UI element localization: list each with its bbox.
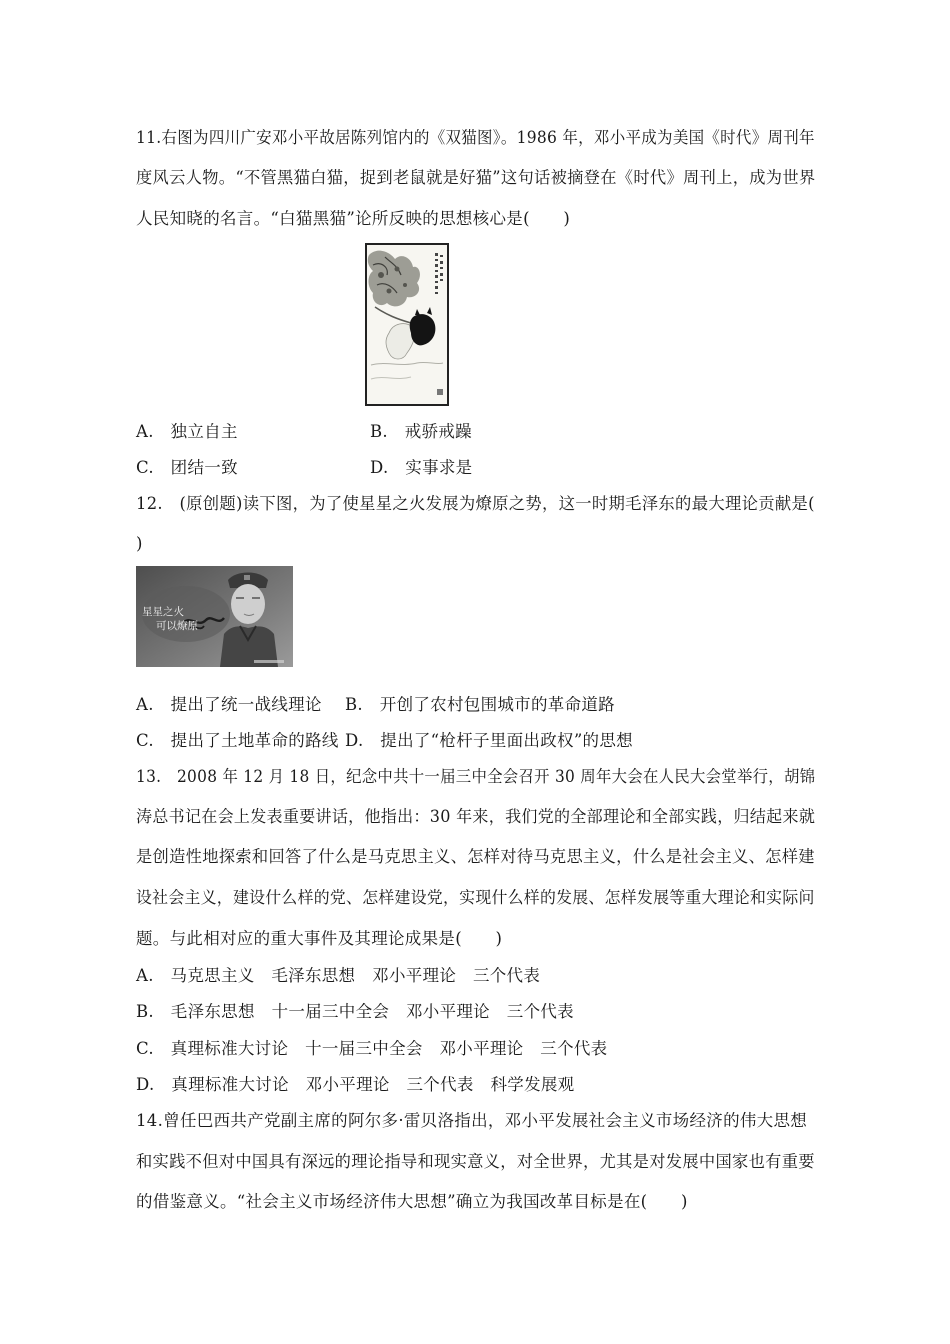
q12-option-b[interactable]: B. 开创了农村包围城市的革命道路 bbox=[345, 695, 615, 714]
q14-line-1: 14.曾任巴西共产党副主席的阿尔多·雷贝洛指出，邓小平发展社会主义市场经济的伟大思想 bbox=[136, 1111, 808, 1130]
q12-option-d[interactable]: D. 提出了“枪杆子里面出政权”的思想 bbox=[345, 731, 633, 750]
image-caption-line-1: 星星之火 bbox=[142, 606, 184, 618]
q13-line-3: 是创造性地探索和回答了什么是马克思主义、怎样对待马克思主义，什么是社会主义、怎样建 bbox=[136, 847, 815, 866]
q12-option-c[interactable]: C. 提出了土地革命的路线 bbox=[136, 731, 339, 750]
q13-line-2: 涛总书记在会上发表重要讲话，他指出：30 年来，我们党的全部理论和全部实践，归结起来就 bbox=[136, 807, 816, 826]
painting-illustration bbox=[367, 245, 447, 404]
q11-option-c[interactable]: C. 团结一致 bbox=[136, 458, 238, 477]
q11-line-1: 11.右图为四川广安邓小平故居陈列馆内的《双猫图》。1986 年，邓小平成为美国《时代》周刊年 bbox=[136, 128, 815, 147]
q11-line-2: 度风云人物。“不管黑猫白猫，捉到老鼠就是好猫”这句话被摘登在《时代》周刊上，成为世界 bbox=[136, 168, 816, 187]
q11-option-b[interactable]: B. 戒骄戒躁 bbox=[370, 422, 472, 441]
q13-option-b[interactable]: B. 毛泽东思想 十一届三中全会 邓小平理论 三个代表 bbox=[136, 1002, 574, 1021]
q13-line-5: 题。与此相对应的重大事件及其理论成果是( ) bbox=[136, 929, 503, 948]
double-cat-painting-image bbox=[365, 243, 449, 406]
q11-option-d[interactable]: D. 实事求是 bbox=[370, 458, 473, 477]
q13-option-c[interactable]: C. 真理标准大讨论 十一届三中全会 邓小平理论 三个代表 bbox=[136, 1039, 608, 1058]
q11-line-3: 人民知晓的名言。“白猫黑猫”论所反映的思想核心是( ) bbox=[136, 209, 571, 228]
q13-option-a[interactable]: A. 马克思主义 毛泽东思想 邓小平理论 三个代表 bbox=[136, 966, 541, 985]
q12-option-a[interactable]: A. 提出了统一战线理论 bbox=[136, 695, 322, 714]
q11-option-a[interactable]: A. 独立自主 bbox=[136, 422, 238, 441]
q12-line-2: ) bbox=[136, 534, 143, 553]
q13-option-d[interactable]: D. 真理标准大讨论 邓小平理论 三个代表 科学发展观 bbox=[136, 1075, 575, 1094]
q13-line-4: 设社会主义，建设什么样的党、怎样建设党，实现什么样的发展、怎样发展等重大理论和实际问 bbox=[136, 888, 815, 907]
q13-line-1: 13. 2008 年 12 月 18 日，纪念中共十一届三中全会召开 30 周年大会在人民大会堂举行，胡锦 bbox=[136, 767, 816, 786]
q14-line-2: 和实践不但对中国具有深远的理论指导和现实意义，对全世界，尤其是对发展中国家也有重要 bbox=[136, 1152, 815, 1171]
mao-portrait-image bbox=[136, 566, 293, 667]
q14-line-3: 的借鉴意义。“社会主义市场经济伟大思想”确立为我国改革目标是在( ) bbox=[136, 1192, 688, 1211]
image-caption-line-2: 可以燎原 bbox=[156, 620, 198, 632]
q12-line-1: 12. (原创题)读下图，为了使星星之火发展为燎原之势，这一时期毛泽东的最大理论贡献是( bbox=[136, 494, 815, 513]
